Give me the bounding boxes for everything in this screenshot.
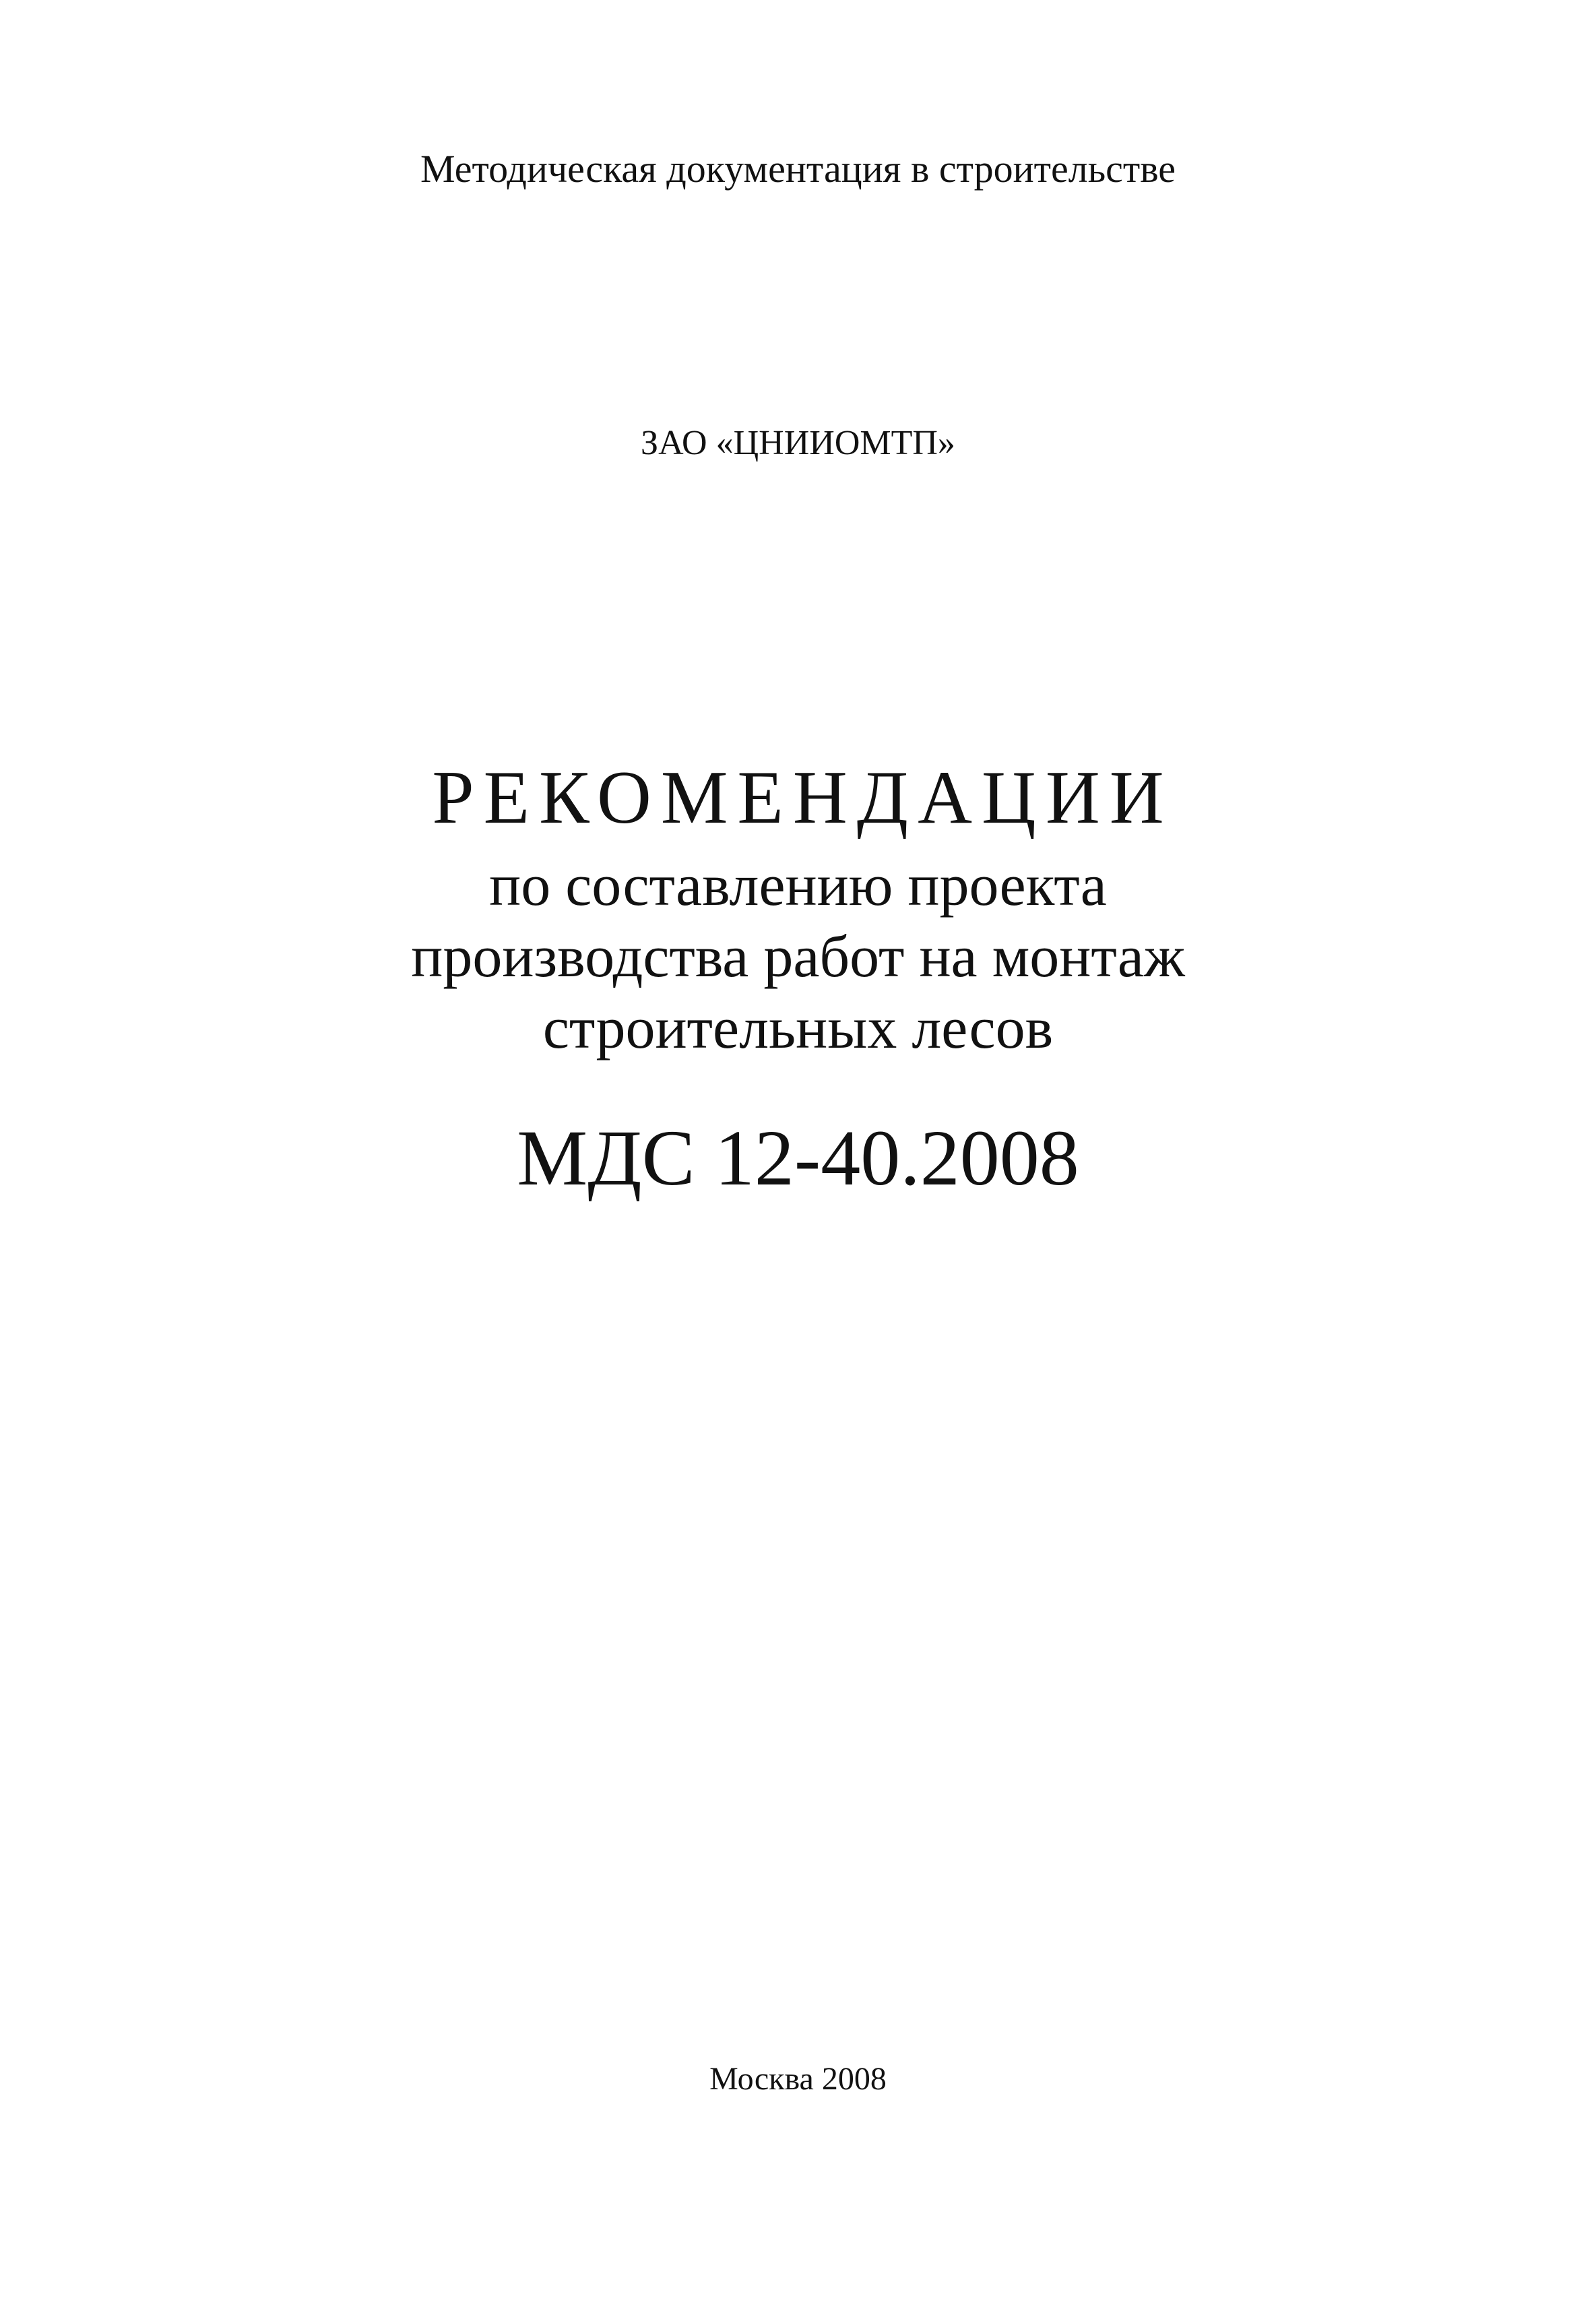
document-title: РЕКОМЕНДАЦИИ <box>432 756 1174 840</box>
subtitle-line: строительных лесов <box>542 996 1054 1061</box>
place-and-year: Москва 2008 <box>709 2061 887 2097</box>
organization-name: ЗАО «ЦНИИОМТП» <box>641 424 955 462</box>
subtitle-line: производства работ на монтаж <box>411 924 1185 990</box>
document-subtitle <box>0 850 1596 1065</box>
subtitle-line: по составлению проекта <box>489 853 1107 918</box>
series-title: Методическая документация в строительстве <box>420 147 1176 191</box>
document-code: МДС 12-40.2008 <box>517 1114 1079 1202</box>
